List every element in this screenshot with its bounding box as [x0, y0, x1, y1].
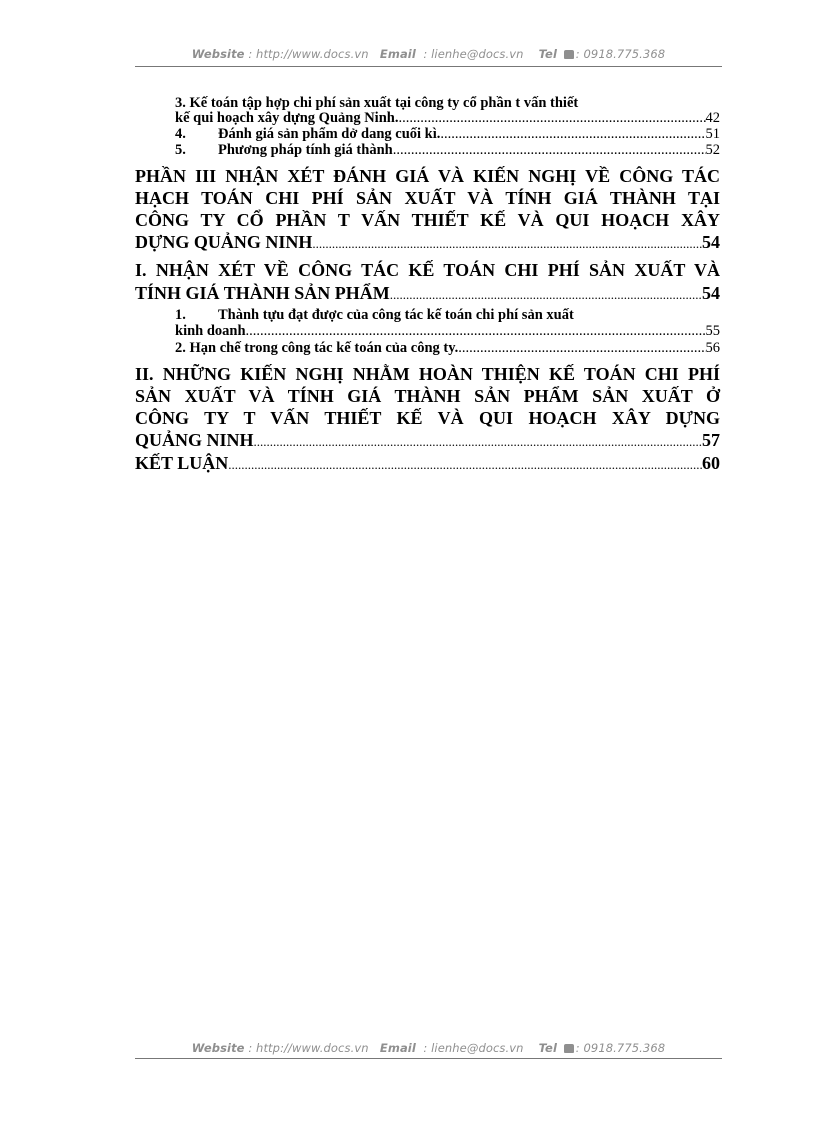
toc-sec1-text: TÍNH GIÁ THÀNH SẢN PHẨM [135, 283, 390, 303]
phone-icon [564, 50, 574, 59]
header-website-label: Website [191, 47, 245, 61]
footer-tel-value: : 0918.775.368 [575, 1041, 666, 1055]
toc-sub1-line1 [175, 308, 574, 323]
toc-leader-dots [390, 284, 702, 306]
toc-sec2-line1: II. NHỮNG KIẾN NGHỊ NHẰM HOÀN THIỆN KẾ TOÁN CHI PHÍ [135, 364, 720, 384]
toc-sec1-line1: I. NHẬN XÉT VỀ CÔNG TÁC KẾ TOÁN CHI PHÍ SẢN XUẤT VÀ [135, 260, 720, 280]
toc-sub1-line2 [175, 324, 720, 339]
toc-leader-dots [228, 454, 702, 476]
page-footer [135, 1041, 722, 1063]
toc-item-4 [175, 127, 720, 142]
toc-item-3-page: 42 [705, 110, 720, 126]
toc-part3-line3: CÔNG TY CỔ PHẦN T VẤN THIẾT KẾ VÀ QUI HOẠCH XÂY [135, 210, 720, 230]
toc-item-5-text: Phương pháp tính giá thành [218, 142, 393, 158]
toc-sec2-line4 [135, 429, 720, 453]
toc-part3-line2: HẠCH TOÁN CHI PHÍ SẢN XUẤT VÀ TÍNH GIÁ THÀNH TẠI [135, 188, 720, 208]
toc-item-3-line2 [175, 111, 720, 126]
header-rule [135, 66, 722, 67]
phone-icon [564, 1044, 574, 1053]
toc-sec1-line2 [135, 282, 720, 306]
toc-sec2-line3: CÔNG TY T VẤN THIẾT KẾ VÀ QUI HOẠCH XÂY DỰNG [135, 408, 720, 428]
header-tel-value: : 0918.775.368 [575, 47, 666, 61]
toc-sub1-number: 1. [175, 307, 186, 323]
toc-leader-dots [398, 111, 705, 126]
toc-item-4-number: 4. [175, 126, 186, 142]
toc-item-5-number: 5. [175, 142, 186, 158]
toc-conclusion-page: 60 [702, 453, 720, 473]
toc-sec2-text: QUẢNG NINH [135, 430, 254, 450]
footer-email-value: : lienhe@docs.vn [423, 1041, 524, 1055]
toc-item-4-page: 51 [705, 126, 720, 142]
toc-sub2-page: 56 [705, 340, 720, 356]
header-website-value: : http://www.docs.vn [248, 47, 369, 61]
toc-sub1-text: Thành tựu đạt được của công tác kế toán chi phí sản xuất [218, 307, 574, 323]
toc-leader-dots [312, 233, 702, 255]
toc-item-4-text: Đánh giá sản phẩm dở dang cuối kì. [218, 126, 441, 142]
toc-leader-dots [246, 324, 706, 339]
header-tel-label: Tel [538, 47, 557, 61]
toc-leader-dots [393, 143, 706, 158]
toc-conclusion-text: KẾT LUẬN [135, 453, 229, 473]
footer-email-label: Email [379, 1041, 416, 1055]
toc-sec1-page: 54 [702, 283, 720, 303]
footer-tel-label: Tel [538, 1041, 557, 1055]
toc-sub2-text: 2. Hạn chế trong công tác kế toán của công ty. [175, 340, 459, 356]
toc-leader-dots [254, 431, 702, 453]
toc-item-5 [175, 143, 720, 158]
toc-part3-line1: PHẦN III NHẬN XÉT ĐÁNH GIÁ VÀ KIẾN NGHỊ VỀ CÔNG TÁC [135, 166, 720, 186]
header-email-label: Email [379, 47, 416, 61]
footer-rule [135, 1058, 722, 1059]
toc-sub1-text2: kinh doanh [175, 323, 246, 339]
toc-sec2-line2: SẢN XUẤT VÀ TÍNH GIÁ THÀNH SẢN PHẨM SẢN XUẤT Ở [135, 386, 720, 406]
toc-item-3-text: kế qui hoạch xây dựng Quảng Ninh. [175, 110, 399, 126]
toc-part3-line4 [135, 231, 720, 255]
page-header [135, 47, 722, 69]
toc-conclusion [135, 452, 720, 476]
toc-leader-dots [440, 127, 705, 142]
toc-item-5-page: 52 [705, 142, 720, 158]
toc-part3-page: 54 [702, 232, 720, 252]
footer-website-label: Website [191, 1041, 245, 1055]
header-email-value: : lienhe@docs.vn [423, 47, 524, 61]
toc-sub2 [175, 341, 720, 356]
toc-sec2-page: 57 [702, 430, 720, 450]
toc-leader-dots [458, 341, 705, 356]
toc-part3-text: DỰNG QUẢNG NINH [135, 232, 313, 252]
toc-item-3-line1: 3. Kế toán tập hợp chi phí sản xuất tại công ty cổ phần t vấn thiết [175, 95, 579, 111]
toc-sub1-page: 55 [705, 323, 720, 339]
footer-website-value: : http://www.docs.vn [248, 1041, 369, 1055]
